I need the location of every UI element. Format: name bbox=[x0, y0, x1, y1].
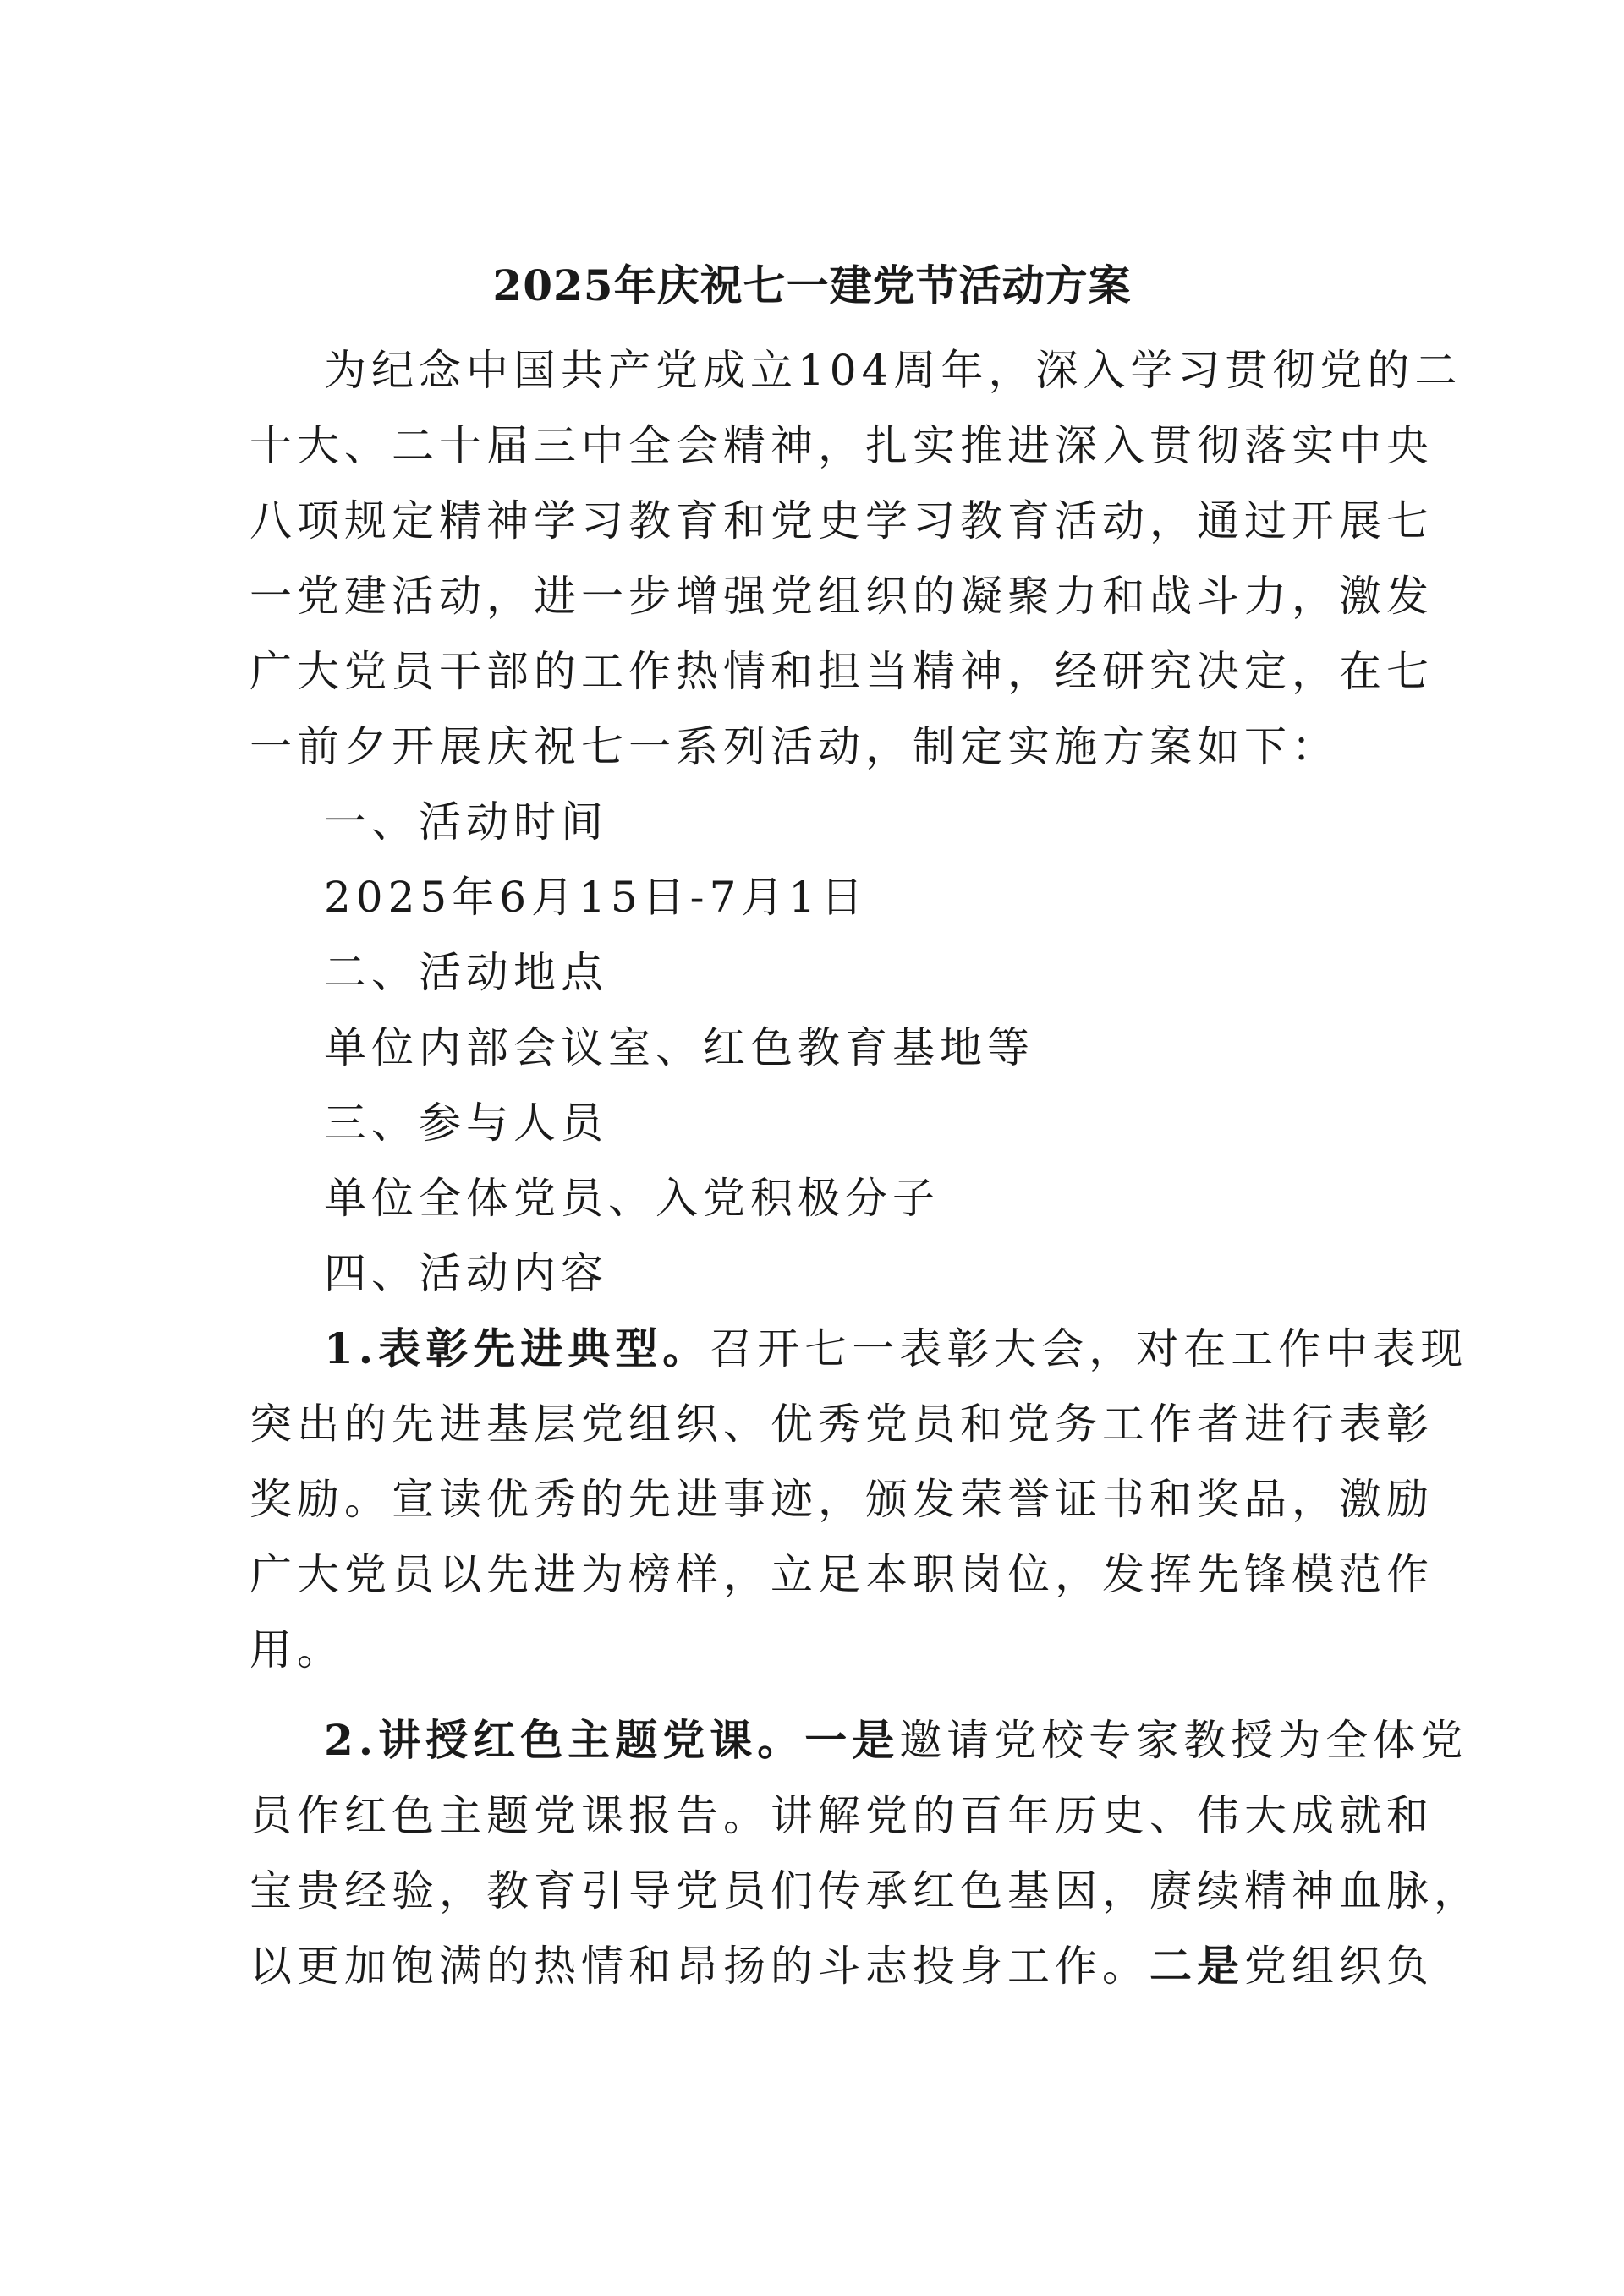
intro-line-3: 八项规定精神学习教育和党史学习教育活动，通过开展七 bbox=[250, 496, 1434, 545]
item2-line-3: 宝贵经验，教育引导党员们传承红色基因，赓续精神血脉， bbox=[250, 1866, 1481, 1915]
intro-line-6: 一前夕开展庆祝七一系列活动，制定实施方案如下： bbox=[250, 722, 1339, 771]
item2-first-line bbox=[324, 1707, 1468, 1774]
section-place-heading: 二、活动地点 bbox=[324, 948, 608, 997]
section-content-heading: 四、活动内容 bbox=[324, 1249, 608, 1298]
item2-first-line-text: 邀请党校专家教授为全体党 bbox=[899, 1716, 1468, 1765]
item1-line-4: 广大党员以先进为榜样，立足本职岗位，发挥先锋模范作 bbox=[250, 1550, 1434, 1599]
item2-last-line-rest: 党组织负 bbox=[1244, 1942, 1434, 1991]
item1-line-3: 奖励。宣读优秀的先进事迹，颁发荣誉证书和奖品，激励 bbox=[250, 1475, 1434, 1524]
item1-line-5: 用。 bbox=[250, 1625, 344, 1674]
item2-last-line-text: 以更加饱满的热情和昂扬的斗志投身工作。 bbox=[250, 1942, 1149, 1991]
item2-label: 2.讲授红色主题党课。 bbox=[324, 1715, 805, 1765]
section-place-value: 单位内部会议室、红色教育基地等 bbox=[324, 1023, 1034, 1072]
item2-last-line bbox=[250, 1932, 1434, 2000]
section-time-heading: 一、活动时间 bbox=[324, 797, 608, 847]
intro-line-4: 一党建活动，进一步增强党组织的凝聚力和战斗力，激发 bbox=[250, 572, 1434, 621]
item1-first-line-text: 召开七一表彰大会，对在工作中表现 bbox=[710, 1324, 1468, 1373]
item2-marker-second: 二是 bbox=[1149, 1941, 1244, 1991]
item1-label: 1.表彰先进典型。 bbox=[324, 1323, 710, 1373]
intro-line-5: 广大党员干部的工作热情和担当精神，经研究决定，在七 bbox=[250, 647, 1434, 696]
section-people-heading: 三、参与人员 bbox=[324, 1099, 608, 1148]
section-time-value: 2025年6月15日-7月1日 bbox=[324, 873, 869, 922]
document-title: 2025年庆祝七一建党节活动方案 bbox=[492, 260, 1132, 310]
section-people-value: 单位全体党员、入党积极分子 bbox=[324, 1174, 940, 1223]
intro-line-1: 为纪念中国共产党成立104周年，深入学习贯彻党的二 bbox=[324, 346, 1462, 395]
item2-marker-first: 一是 bbox=[804, 1715, 900, 1765]
intro-line-2: 十大、二十届三中全会精神，扎实推进深入贯彻落实中央 bbox=[250, 421, 1434, 470]
item1-line-2: 突出的先进基层党组织、优秀党员和党务工作者进行表彰 bbox=[250, 1400, 1434, 1449]
item1-first-line bbox=[324, 1315, 1468, 1383]
item2-line-2: 员作红色主题党课报告。讲解党的百年历史、伟大成就和 bbox=[250, 1791, 1434, 1840]
